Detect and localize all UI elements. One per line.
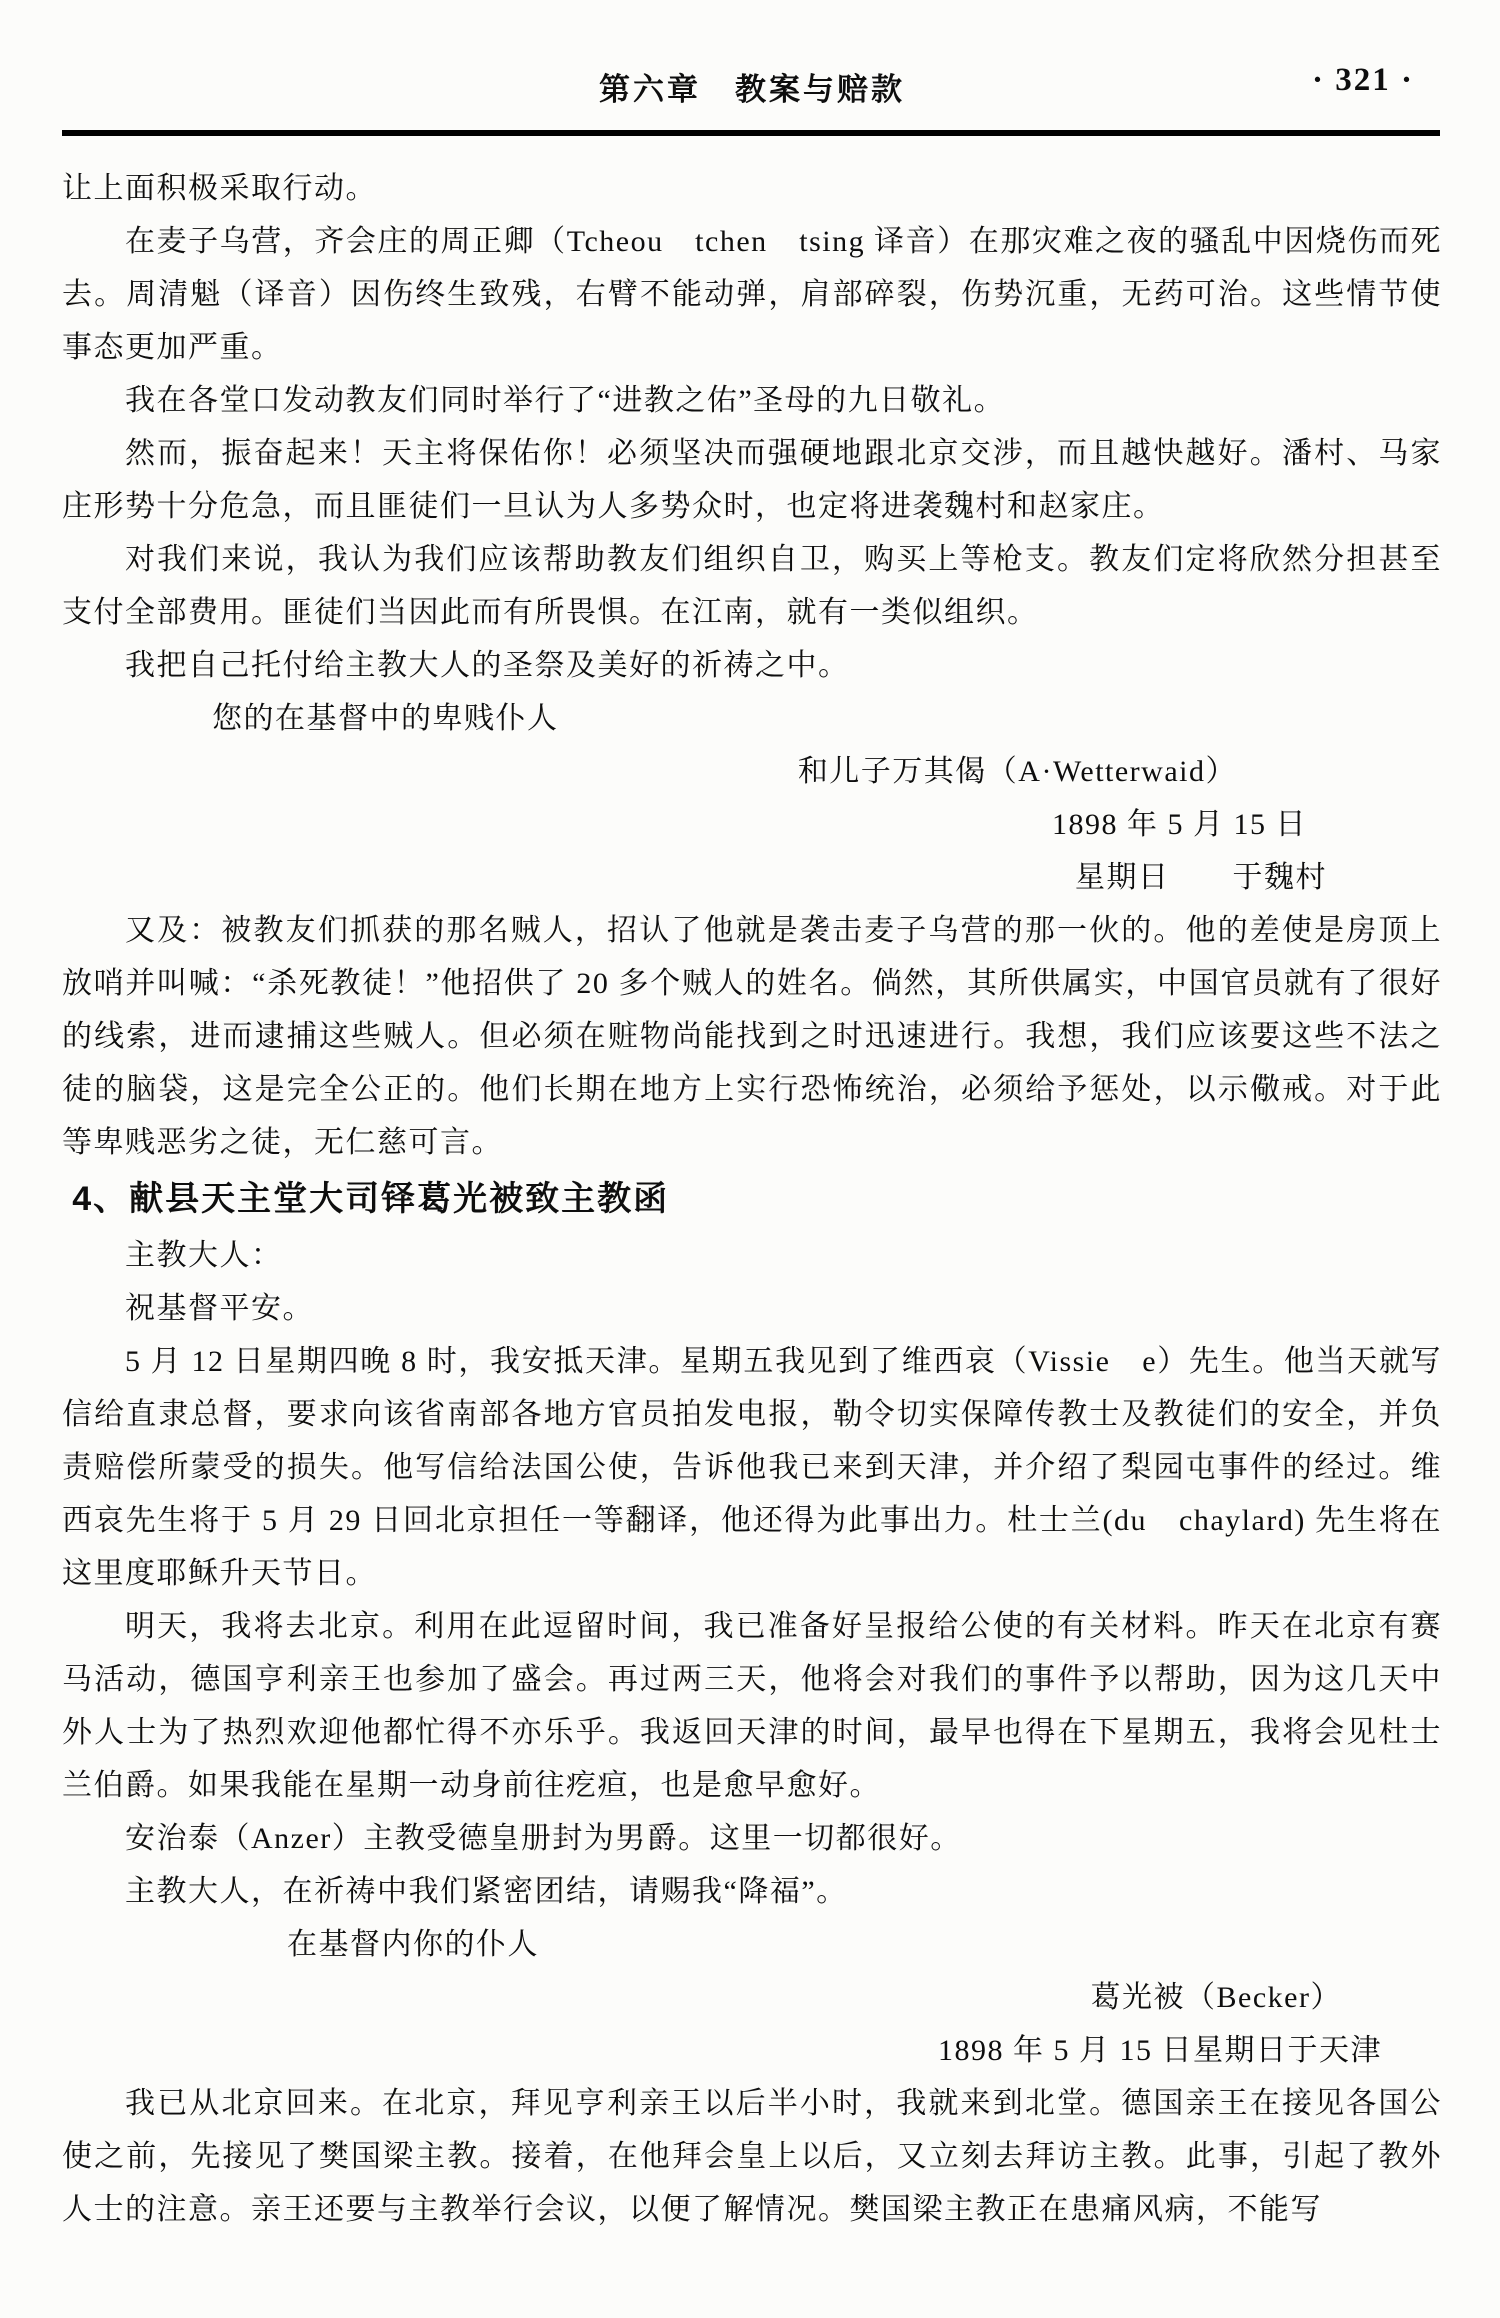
letter2-valediction: 在基督内你的仆人 <box>287 1928 539 1961</box>
letter1-paragraph: 然而，振奋起来！天主将保佑你！必须坚决而强硬地跟北京交涉，而且越快越好。潘村、马家庄形势十分危急，而且匪徒们一旦认为人多势众时，也定将进袭魏村和赵家庄。 <box>62 437 1442 523</box>
letter2-paragraph: 主教大人，在祈祷中我们紧密团结，请赐我“降福”。 <box>125 1875 848 1908</box>
letter2-date: 1898 年 5 月 15 日星期日于天津 <box>938 2034 1382 2067</box>
section-heading: 4、献县天主堂大司铎葛光被致主教函 <box>72 1180 670 1218</box>
letter2-salutation: 主教大人： <box>125 1239 283 1272</box>
chapter-title: 第六章 教案与赔款 <box>599 72 905 107</box>
letter2-postscript: 我已从北京回来。在北京，拜见亨利亲王以后半小时，我就来到北堂。德国亲王在接见各国公使之前，先接见了樊国梁主教。接着，在他拜会皇上以后，又立刻去拜访主教。此事，引起了教外人士的注意。亲王还要与主教举行会议，以便了解情况。樊国梁主教正在患痛风病，不能写 <box>62 2087 1442 2226</box>
letter1-paragraph: 我在各堂口发动教友们同时举行了“进教之佑”圣母的九日敬礼。 <box>125 384 1006 417</box>
letter1-paragraph: 我把自己托付给主教大人的圣祭及美好的祈祷之中。 <box>125 649 850 682</box>
page-number: · 321 · <box>1311 62 1414 98</box>
running-head <box>62 0 1442 112</box>
page-body <box>62 162 1442 2236</box>
letter1-signature: 和儿子万其偈（A·Wetterwaid） <box>797 755 1237 788</box>
letter2-greeting: 祝基督平安。 <box>125 1292 314 1325</box>
header-rule <box>62 130 1440 136</box>
letter2-paragraph: 明天，我将去北京。利用在此逗留时间，我已准备好呈报给公使的有关材料。昨天在北京有赛马活动，德国亨利亲王也参加了盛会。再过两三天，他将会对我们的事件予以帮助，因为这几天中外人士为了热烈欢迎他都忙得不亦乐乎。我返回天津的时间，最早也得在下星期五，我将会见杜士兰伯爵。如果我能在星期一动身前往疙疸，也是愈早愈好。 <box>62 1610 1442 1802</box>
letter1-postscript: 又及：被教友们抓获的那名贼人，招认了他就是袭击麦子乌营的那一伙的。他的差使是房顶上放哨并叫喊：“杀死教徒！”他招供了 20 多个贼人的姓名。倘然，其所供属实，中国官员就有了很好的线索，进而逮捕这些贼人。但必须在赃物尚能找到之时迅速进行。我想，我们应该要这些不法之徒的脑袋，这是完全公正的。他们长期在地方上实行恐怖统治，必须给予惩处，以示儆戒。对于此等卑贱恶劣之徒，无仁慈可言。 <box>62 914 1442 1159</box>
letter1-date: 1898 年 5 月 15 日 <box>1052 808 1307 841</box>
letter2-paragraph: 5 月 12 日星期四晚 8 时，我安抵天津。星期五我见到了维西哀（Vissie e）先生。他当天就写信给直隶总督，要求向该省南部各地方官员拍发电报，勒令切实保障传教士及教徒们的安全，并负责赔偿所蒙受的损失。他写信给法国公使，告诉他我已来到天津，并介绍了梨园屯事件的经过。维西哀先生将于 5 月 29 日回北京担任一等翻译，他还得为此事出力。杜士兰(du chaylard) 先生将在这里度耶稣升天节日。 <box>62 1345 1442 1590</box>
letter1-place: 星期日 于魏村 <box>1075 861 1327 894</box>
letter1-paragraph: 对我们来说，我认为我们应该帮助教友们组织自卫，购买上等枪支。教友们定将欣然分担甚至支付全部费用。匪徒们当因此而有所畏惧。在江南，就有一类似组织。 <box>62 543 1442 629</box>
letter2-signature: 葛光被（Becker） <box>1090 1981 1342 2014</box>
letter1-paragraph: 在麦子乌营，齐会庄的周正卿（Tcheou tchen tsing 译音）在那灾难之夜的骚乱中因烧伤而死去。周清魁（译音）因伤终生致残，右臂不能动弹，肩部碎裂，伤势沉重，无药可治。这些情节使事态更加严重。 <box>62 225 1442 364</box>
letter1-opening-fragment: 让上面积极采取行动。 <box>62 172 377 205</box>
letter2-paragraph: 安治泰（Anzer）主教受德皇册封为男爵。这里一切都很好。 <box>125 1822 962 1855</box>
letter1-valediction: 您的在基督中的卑贱仆人 <box>212 702 559 735</box>
